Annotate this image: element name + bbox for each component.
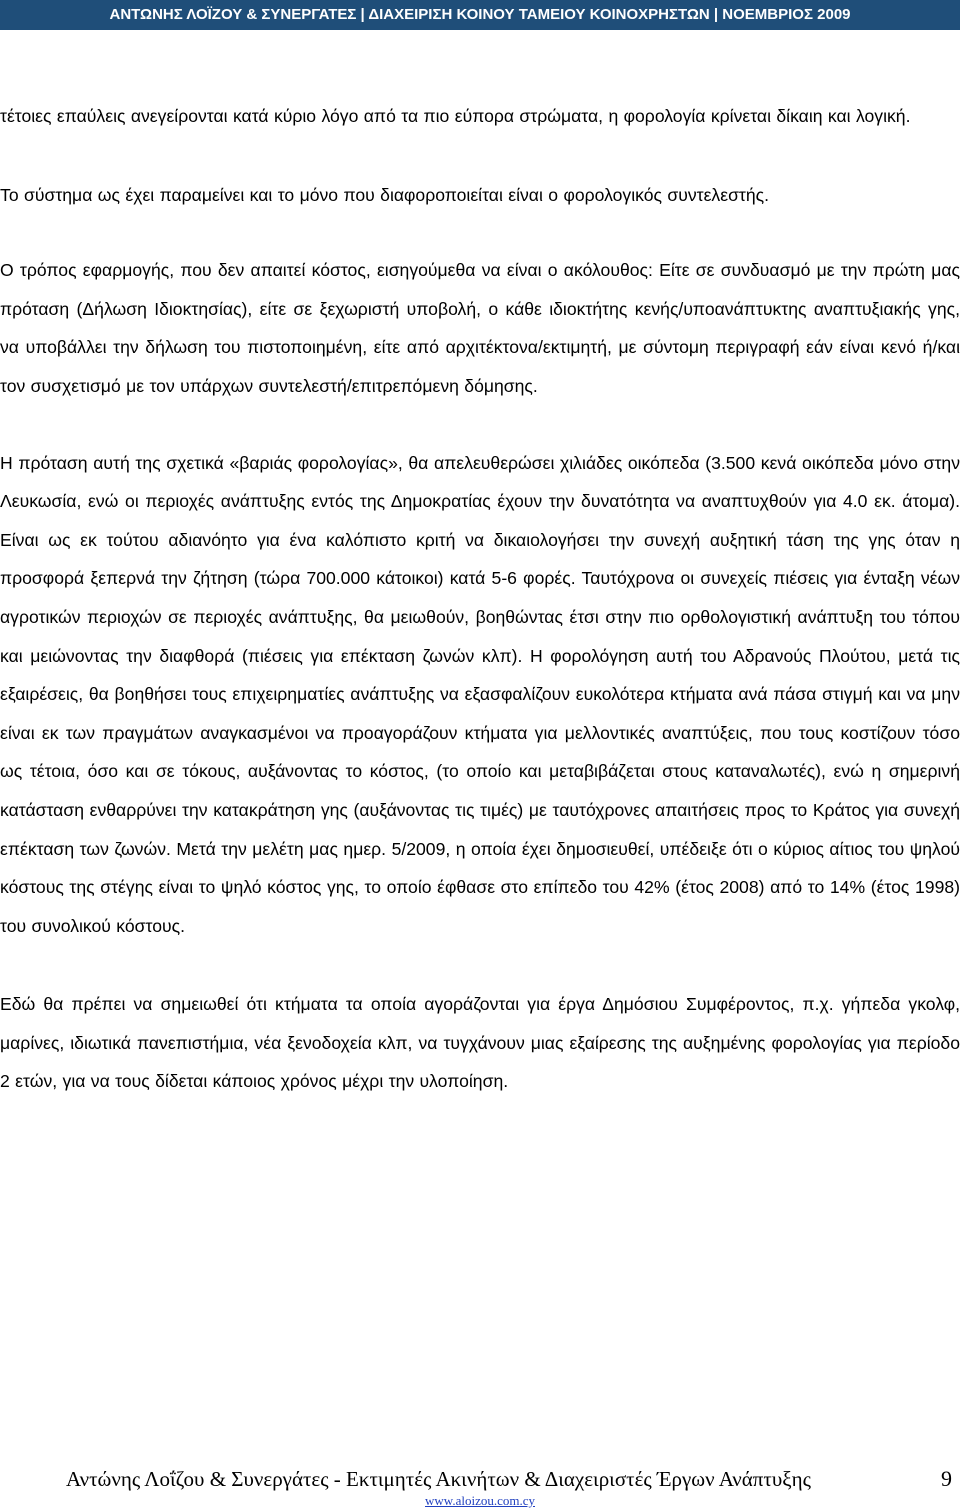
document-body (0, 97, 960, 1101)
paragraph-3: Ο τρόπος εφαρμογής, που δεν απαιτεί κόστος, εισηγούμεθα να είναι ο ακόλουθος: Είτε σε συνδυασμό με την πρώτη μας πρόταση (Δήλωση Ιδιοκτησίας), είτε σε ξεχωριστή υποβολή, ο κάθε ιδιοκτήτης κενής/υποανάπτυκτης αναπτυξιακής γης, να υποβάλλει την δήλωση του πιστοποιημένη, είτε από αρχιτέκτονα/εκτιμητή, με σύντομη περιγραφή εάν είναι κενό ή/και τον συσχετισμό με τον υπάρχων συντελεστή/επιτρεπόμενη δόμησης. (0, 260, 960, 396)
paragraph-4: Η πρόταση αυτή της σχετικά «βαριάς φορολογίας», θα απελευθερώσει χιλιάδες οικόπεδα (3.500 κενά οικόπεδα μόνο στην Λευκωσία, ενώ οι περιοχές ανάπτυξης εντός της Δημοκρατίας έχουν την δυνατότητα να αναπτυχθούν για 4.0 εκ. άτομα). Είναι ως εκ τούτου αδιανόητο για ένα καλόπιστο κριτή να δικαιολογήσει την συνεχή αυξητική τάση της γης όταν η προσφορά ξεπερνά την ζήτηση (τώρα 700.000 κάτοικοι) κατά 5-6 φορές. Ταυτόχρονα οι συνεχείς πιέσεις για ένταξη νέων αγροτικών περιοχών σε περιοχές ανάπτυξης, θα μειωθούν, βοηθώντας έτσι στην πιο ορθολογιστική ανάπτυξη του τόπου και μειώνοντας την διαφθορά (πιέσεις για επέκταση ζωνών κλπ). Η φορολόγηση αυτή του Αδρανούς Πλούτου, μετά τις εξαιρέσεις, θα βοηθήσει τους επιχειρηματίες ανάπτυξης να εξασφαλίζουν ευκολότερα κτήματα ανά πάσα στιγμή και να μην είναι εκ των πραγμάτων αναγκασμένοι να προαγοράζουν κτήματα για μελλοντικές αναπτύξεις, που τους κοστίζουν τόσο ως τέτοια, όσο και σε τόκους, αυξάνοντας το κόστος, (το οποίο και μεταβιβάζεται στους καταναλωτές), ενώ η σημερινή κατάσταση ενθαρρύνει την κατακράτηση γης (αυξάνοντας τις τιμές) με ταυτόχρονες απαιτήσεις προς το Κράτος για συνεχή επέκταση των ζωνών. Μετά την μελέτη μας ημερ. 5/2009, η οποία έχει δημοσιευθεί, υπέδειξε ότι ο κύριος αίτιος του ψηλού κόστους της στέγης είναι το ψηλό κόστος γης, το οποίο έφθασε στο επίπεδο του 42% (έτος 2008) από το 14% (έτος 1998) του συνολικού κόστους. (0, 452, 960, 936)
paragraph-spacer (0, 136, 960, 176)
paragraph-2: Το σύστημα ως έχει παραμείνει και το μόνο που διαφοροποιείται είναι ο φορολογικός συντελεστής. (0, 184, 770, 205)
page-footer (0, 1465, 960, 1511)
footer-company-text: Αντώνης Λοΐζου & Συνεργάτες - Εκτιμητές Ακινήτων & Διαχειριστές Έργων Ανάπτυξης (66, 1467, 811, 1491)
paragraph-1: τέτοιες επαύλεις ανεγείρονται κατά κύριο λόγο από τα πιο εύπορα στρώματα, η φορολογία κρίνεται δίκαιη και λογική. (0, 106, 911, 126)
paragraph-spacer (0, 406, 960, 444)
document-header: ΑΝΤΩΝΗΣ ΛΟΪΖΟΥ & ΣΥΝΕΡΓΑΤΕΣ | ΔΙΑΧΕΙΡΙΣΗ ΚΟΙΝΟΥ ΤΑΜΕΙΟΥ ΚΟΙΝΟΧΡΗΣΤΩΝ | ΝΟΕΜΒΡΙΟΣ 2009 (0, 0, 960, 30)
page-number: 9 (941, 1466, 952, 1491)
paragraph-spacer (0, 214, 960, 251)
paragraph-spacer (0, 945, 960, 985)
footer-website-link[interactable]: www.aloizou.com.cy (425, 1493, 535, 1508)
paragraph-5: Εδώ θα πρέπει να σημειωθεί ότι κτήματα τα οποία αγοράζονται για έργα Δημόσιου Συμφέροντος, π.χ. γήπεδα γκολφ, μαρίνες, ιδιωτικά πανεπιστήμια, νέα ξενοδοχεία κλπ, να τυγχάνουν μιας εξαίρεσης της αυξημένης φορολογίας για περίοδο 2 ετών, για να τους δίδεται κάποιος χρόνος μέχρι την υλοποίηση. (0, 994, 960, 1092)
